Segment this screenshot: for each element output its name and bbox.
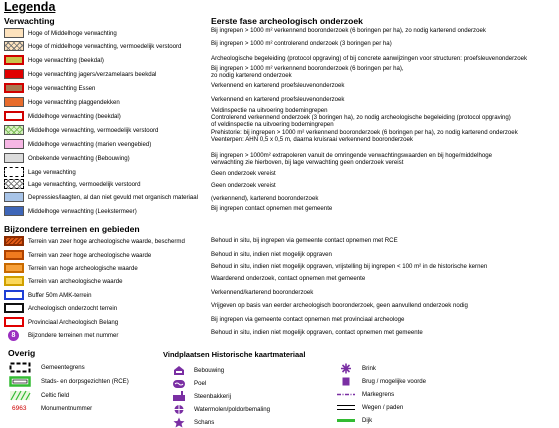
verwachting-row — [4, 96, 120, 108]
vindplaats-row — [172, 377, 206, 389]
dijk-icon — [336, 415, 356, 426]
wegen-icon — [336, 402, 356, 413]
bijzondere-label: Archeologisch onderzocht terrein — [28, 304, 118, 312]
swatch — [4, 236, 24, 246]
verwachting-label: Lage verwachting — [28, 168, 76, 176]
eerste-fase-line: Archeologische begeleiding (protocol opgraving) of bij concrete aanwijzingen voor structuren: proefsleuvenonderzoek — [211, 55, 528, 62]
vindplaats-row — [336, 375, 426, 387]
terrain-number: 8 — [11, 331, 16, 339]
vindplaats-row — [336, 401, 403, 413]
verwachting-heading: Verwachting — [4, 16, 55, 26]
verwachting-label: Onbekende verwachting (Bebouwing) — [28, 154, 130, 162]
eerste-fase-item — [211, 82, 344, 89]
legend-title: Legenda — [4, 0, 56, 14]
markegrens-icon — [336, 389, 356, 400]
vindplaats-row — [172, 416, 214, 428]
vindplaats-label: Bebouwing — [194, 366, 225, 374]
overig-label: Stads- en dorpsgezichten (RCE) — [41, 377, 129, 385]
vindplaats-label: Watermolen/poldorbemaling — [194, 405, 270, 413]
eerste-fase-line: Veenterpen: AHN 0,5 x 0,5 m, daarna kruisraai verkennend booronderzoek — [211, 136, 413, 143]
swatch — [4, 83, 24, 93]
eerste-fase-item — [211, 170, 276, 177]
verwachting-row — [4, 40, 181, 52]
verwachting-label: Hoge of middelhoge verwachting, vermoedelijk verstoord — [28, 42, 182, 50]
eerste-fase-line: zo nodig karterend onderzoek — [211, 72, 292, 79]
verwachting-label: Hoge verwachting (beekdal) — [28, 56, 104, 64]
verwachting-label: Hoge verwachting plaggendekken — [28, 98, 120, 106]
overig-icon-box — [9, 362, 35, 373]
verwachting-row — [4, 54, 104, 66]
bijzondere-row — [4, 275, 123, 287]
verwachting-label: Hoge of Middelhoge verwachting — [28, 29, 117, 37]
swatch — [4, 111, 24, 121]
bijzondere-label: Provinciaal Archeologisch Belang — [28, 318, 119, 326]
eerste-fase-item — [211, 114, 511, 128]
eerste-fase-line: Bij ingrepen > 1000m² extrapoleren vanuit de omringende verwachtingswaarden en bij hoge/middelhoge — [211, 152, 492, 159]
verwachting-label: Hoge verwachting Essen — [28, 84, 96, 92]
bijzondere-label: Terrein van archeologische waarde — [28, 277, 123, 285]
eerste-fase-item — [211, 129, 518, 143]
verwachting-label: Middelhoge verwachting (beekdal) — [28, 112, 121, 120]
swatch — [4, 250, 24, 260]
swatch — [4, 97, 24, 107]
verwachting-label: Hoge verwachting jagers/verzamelaars beekdal — [28, 70, 157, 78]
swatch — [4, 192, 24, 202]
verwachting-row — [4, 27, 117, 39]
overig-row — [9, 375, 129, 387]
bijzondere-desc: Vrijgeven op basis van eerder archeologisch booronderzoek, geen aanvullend onderzoek nodig — [211, 302, 468, 309]
eerste-fase-item — [211, 152, 492, 166]
eerste-fase-line: Bij ingrepen > 1000 m² controlerend onderzoek (3 boringen per ha) — [211, 40, 392, 47]
swatch — [4, 206, 24, 216]
verwachting-row — [4, 82, 95, 94]
overig-row — [9, 389, 69, 401]
vindplaats-label: Dijk — [362, 416, 373, 424]
bijzondere-desc: Bij ingrepen via gemeente contact opnemen met provinciaal archeologe — [211, 316, 405, 323]
vindplaats-row — [172, 364, 224, 376]
brink-icon — [336, 363, 356, 374]
overig-heading: Overig — [8, 348, 36, 358]
eerste-fase-item — [211, 96, 344, 103]
verwachting-row — [4, 191, 198, 203]
verwachting-row — [4, 152, 130, 164]
verwachting-row — [4, 68, 156, 80]
bijzondere-row — [4, 235, 185, 247]
bijzondere-label: Terrein van zeer hoge archeologische waarde — [28, 251, 152, 259]
swatch — [4, 125, 24, 135]
eerste-fase-line: Veldinspectie na uitvoering bodemingrepen — [211, 107, 328, 114]
bijzondere-desc: Behoud in situ, bij ingrepen via gemeente contact opnemen met RCE — [211, 237, 398, 244]
bijzondere-row — [4, 302, 117, 314]
eerste-fase-line: Controlerend verkennend onderzoek (3 boringen ha), zo nodig archeologische begeleiding (protocol opgraving) — [211, 114, 511, 121]
bijzondere-row — [4, 249, 151, 261]
bijzondere-label: Bijzondere terreinen met nummer — [28, 331, 119, 339]
vindplaats-label: Wegen / paden — [362, 403, 404, 411]
swatch — [4, 276, 24, 286]
bijzondere-label: Terrein van zeer hoge archeologische waarde, beschermd — [28, 237, 185, 245]
eerste-fase-line: Geen onderzoek vereist — [211, 170, 276, 177]
swatch — [4, 55, 24, 65]
eerste-fase-line: Bij ingrepen contact opnemen met gemeente — [211, 205, 333, 212]
vindplaats-label: Brink — [362, 364, 376, 372]
bebouwing-icon — [172, 365, 186, 376]
schans-icon — [172, 417, 186, 428]
steenbakkerij-icon — [172, 391, 186, 402]
swatch — [4, 179, 24, 189]
bijzondere-row — [4, 316, 118, 328]
swatch — [4, 303, 24, 313]
eerste-fase-line: Verkennend en karterend proefsleuvenonderzoek — [211, 96, 345, 103]
vindplaatsen-heading: Vindplaatsen Historische kaartmateriaal — [163, 350, 306, 359]
bijzondere-row — [4, 329, 118, 341]
verwachting-row — [4, 205, 137, 217]
verwachting-row — [4, 166, 76, 178]
bijzondere-row — [4, 289, 92, 301]
overig-label: Monumentnummer — [41, 404, 93, 412]
eerste-fase-item — [211, 107, 328, 114]
bijzondere-desc: Behoud in situ, indien niet mogelijk opgraven, contact opnemen met gemeente — [211, 329, 423, 336]
bijzondere-desc: Behoud in situ, indien niet mogelijk opgraven, vrijstelling bij ingrepen < 100 m² in de historische kernen — [211, 263, 488, 270]
verwachting-row — [4, 138, 151, 150]
swatch — [4, 153, 24, 163]
swatch — [4, 28, 24, 38]
bijzondere-label: Terrein van hoge archeologische waarde — [28, 264, 138, 272]
overig-row — [9, 402, 92, 414]
verwachting-label: Middelhoge verwachting (Leekstermeer) — [28, 207, 137, 215]
overig-icon-box — [9, 376, 35, 387]
bijzondere-desc: Behoud in situ, indien niet mogelijk opgraven — [211, 251, 332, 258]
overig-icon-box — [9, 390, 35, 401]
eerste-fase-heading: Eerste fase archeologisch onderzoek — [211, 16, 363, 26]
verwachting-row — [4, 110, 121, 122]
bijzondere-desc: Verkennend/karterend booronderzoek — [211, 289, 314, 296]
vindplaats-row — [172, 390, 231, 402]
vindplaats-row — [336, 362, 376, 374]
eerste-fase-item — [211, 27, 486, 34]
eerste-fase-item — [211, 205, 332, 212]
swatch — [4, 69, 24, 79]
vindplaats-label: Steenbakkerij — [194, 392, 231, 400]
swatch — [4, 263, 24, 273]
swatch — [4, 41, 24, 51]
vindplaats-row — [336, 388, 394, 400]
swatch — [4, 290, 24, 300]
celtic-field-icon — [9, 390, 31, 401]
eerste-fase-item — [211, 195, 318, 202]
eerste-fase-item — [211, 40, 392, 47]
vindplaats-label: Poel — [194, 379, 207, 387]
overig-label: Gemeentegrens — [41, 363, 85, 371]
verwachting-row — [4, 124, 158, 136]
eerste-fase-line: Bij ingrepen > 1000 m² verkennend booronderzoek (6 boringen per ha), zo nodig karterend onderzoek — [211, 27, 486, 34]
eerste-fase-line: of veldinspectie na uitvoering bodemingrepen — [211, 121, 334, 128]
swatch — [4, 167, 24, 177]
verwachting-row — [4, 178, 140, 190]
vindplaats-row — [336, 414, 372, 426]
eerste-fase-item — [211, 65, 404, 79]
overig-label: Celtic field — [41, 391, 70, 399]
vindplaats-label: Schans — [194, 418, 215, 426]
eerste-fase-line: (verkennend), karterend booronderzoek — [211, 195, 319, 202]
verwachting-label: Depressies/laagten, al dan niet gevuld met organisch materiaal — [28, 193, 199, 201]
bijzondere-label: Buffer 50m AMK-terrein — [28, 291, 92, 299]
swatch — [8, 330, 19, 341]
poel-icon — [172, 378, 186, 389]
vindplaats-label: Brug / mogelijke voorde — [362, 377, 427, 385]
swatch — [4, 139, 24, 149]
bijzondere-desc: Waarderend onderzoek, contact opnemen met gemeente — [211, 275, 366, 282]
verwachting-label: Lage verwachting, vermoedelijk verstoord — [28, 180, 141, 188]
stadsgezicht-icon — [9, 376, 31, 387]
gemeentegrens-icon — [9, 362, 31, 373]
verwachting-label: Middelhoge verwachting (marien veengebied) — [28, 140, 152, 148]
watermolen-icon — [172, 404, 186, 415]
eerste-fase-line: Geen onderzoek vereist — [211, 182, 276, 189]
vindplaats-label: Markegrens — [362, 390, 395, 398]
bijzondere-heading: Bijzondere terreinen en gebieden — [4, 224, 140, 234]
brug-icon — [336, 376, 356, 387]
overig-row — [9, 361, 85, 373]
swatch — [4, 317, 24, 327]
eerste-fase-line: Prehistorie: bij ingrepen > 1000 m² verkennend booronderzoek (6 boringen per ha), zo nodig karterend onderzoek — [211, 129, 518, 136]
eerste-fase-line: Bij ingrepen > 1000 m² verkennend booronderzoek (6 boringen per ha), — [211, 65, 404, 72]
eerste-fase-line: verwachting zie hierboven, bij lage verwachting geen onderzoek vereist — [211, 159, 404, 166]
eerste-fase-item — [211, 55, 527, 62]
bijzondere-row — [4, 262, 138, 274]
eerste-fase-item — [211, 182, 276, 189]
vindplaats-row — [172, 403, 270, 415]
monumentnummer-icon: 6963 — [12, 404, 27, 412]
verwachting-label: Middelhoge verwachting, vermoedelijk verstoord — [28, 126, 159, 134]
eerste-fase-line: Verkennend en karterend proefsleuvenonderzoek — [211, 82, 345, 89]
overig-icon-box — [9, 403, 35, 414]
